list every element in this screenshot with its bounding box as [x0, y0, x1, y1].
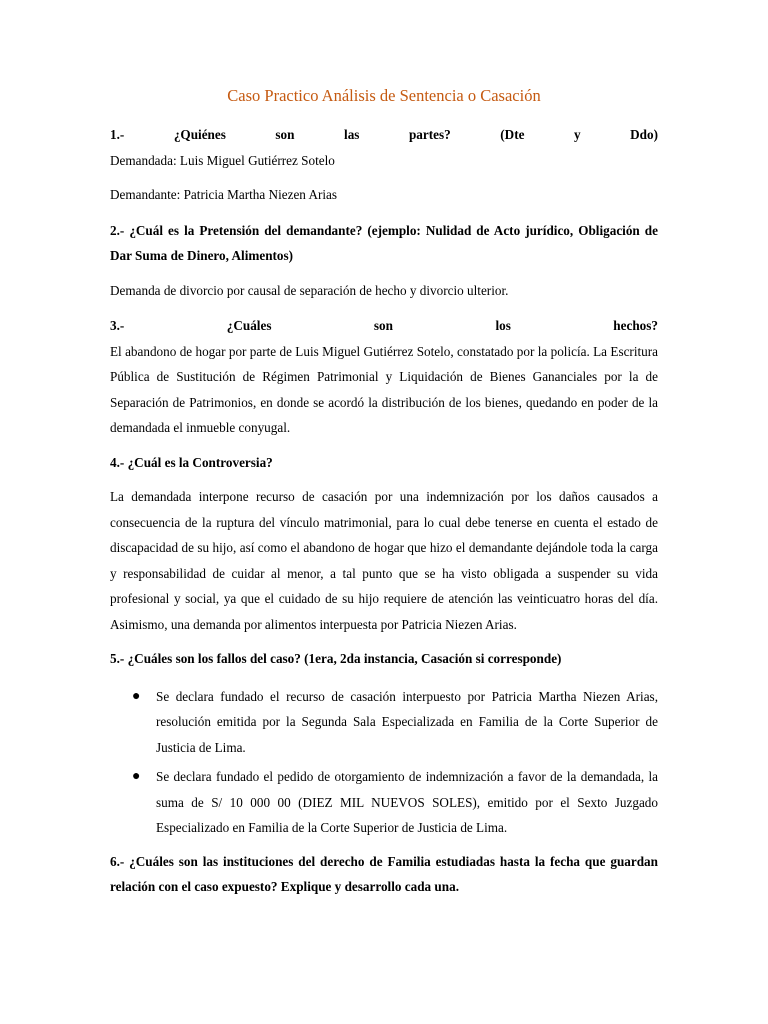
answer-5-list: [110, 684, 658, 841]
question-2: 2.- ¿Cuál es la Pretensión del demandante? (ejemplo: Nulidad de Acto jurídico, Obligación de Dar Suma de Dinero, Alimentos): [110, 222, 658, 263]
document-title: Caso Practico Análisis de Sentencia o Casación: [227, 86, 541, 105]
question-6: 6.- ¿Cuáles son las instituciones del derecho de Familia estudiadas hasta la fecha que guardan relación con el caso expuesto? Explique y desarrollo cada una.: [110, 853, 658, 894]
list-item-text: Se declara fundado el pedido de otorgamiento de indemnización a favor de la demandada, la suma de S/ 10 000 00 (DIEZ MIL NUEVOS SOLES), emitido por el Sexto Juzgado Especializado en Familia de la Corte Superior de Justicia de Lima.: [156, 769, 658, 835]
answer-1-demandante: Demandante: Patricia Martha Niezen Arias: [110, 187, 338, 202]
question-3: 3.- ¿Cuáles son los hechos?: [110, 318, 658, 333]
question-1: 1.- ¿Quiénes son las partes? (Dte y Ddo): [110, 127, 658, 142]
list-item: [132, 684, 658, 761]
list-item-text: Se declara fundado el recurso de casación interpuesto por Patricia Martha Niezen Arias, resolución emitida por la Segunda Sala Especializada en Familia de la Corte Superior de Justicia de Lima.: [156, 688, 658, 755]
question-5: 5.- ¿Cuáles son los fallos del caso? (1era, 2da instancia, Casación si corresponde): [110, 651, 562, 666]
answer-2: Demanda de divorcio por causal de separación de hecho y divorcio ulterior.: [110, 282, 509, 298]
bullet-icon: ●: [132, 769, 141, 784]
answer-4: La demandada interpone recurso de casación por una indemnización por los daños causados a consecuencia de la ruptura del vínculo matrimonial, para lo cual debe tenerse en cuenta el estado de discapacidad de su hijo, así como el abandono de hogar que hizo el demandante dejándole toda la carga y responsabilidad de cuidar al menor, a tal punto que se ha visto obligada a suspender su vida profesional y social, ya que el cuidado de su hijo requiere de atención las veinticuatro horas del día. Asimismo, una demanda por alimentos interpuesta por Patricia Niezen Arias.: [110, 489, 658, 632]
answer-3: El abandono de hogar por parte de Luis Miguel Gutiérrez Sotelo, constatado por la policía. La Escritura Pública de Sustitución de Régimen Patrimonial y Liquidación de Bienes Gananciales por la de Separación de Patrimonios, en donde se acordó la distribución de los bienes, quedando en poder de la demandada el inmueble conyugal.: [110, 343, 658, 435]
list-item: [132, 764, 658, 841]
answer-1-demandada: Demandada: Luis Miguel Gutiérrez Sotelo: [110, 152, 335, 168]
bullet-icon: ●: [132, 688, 141, 704]
question-4: 4.- ¿Cuál es la Controversia?: [110, 454, 273, 470]
